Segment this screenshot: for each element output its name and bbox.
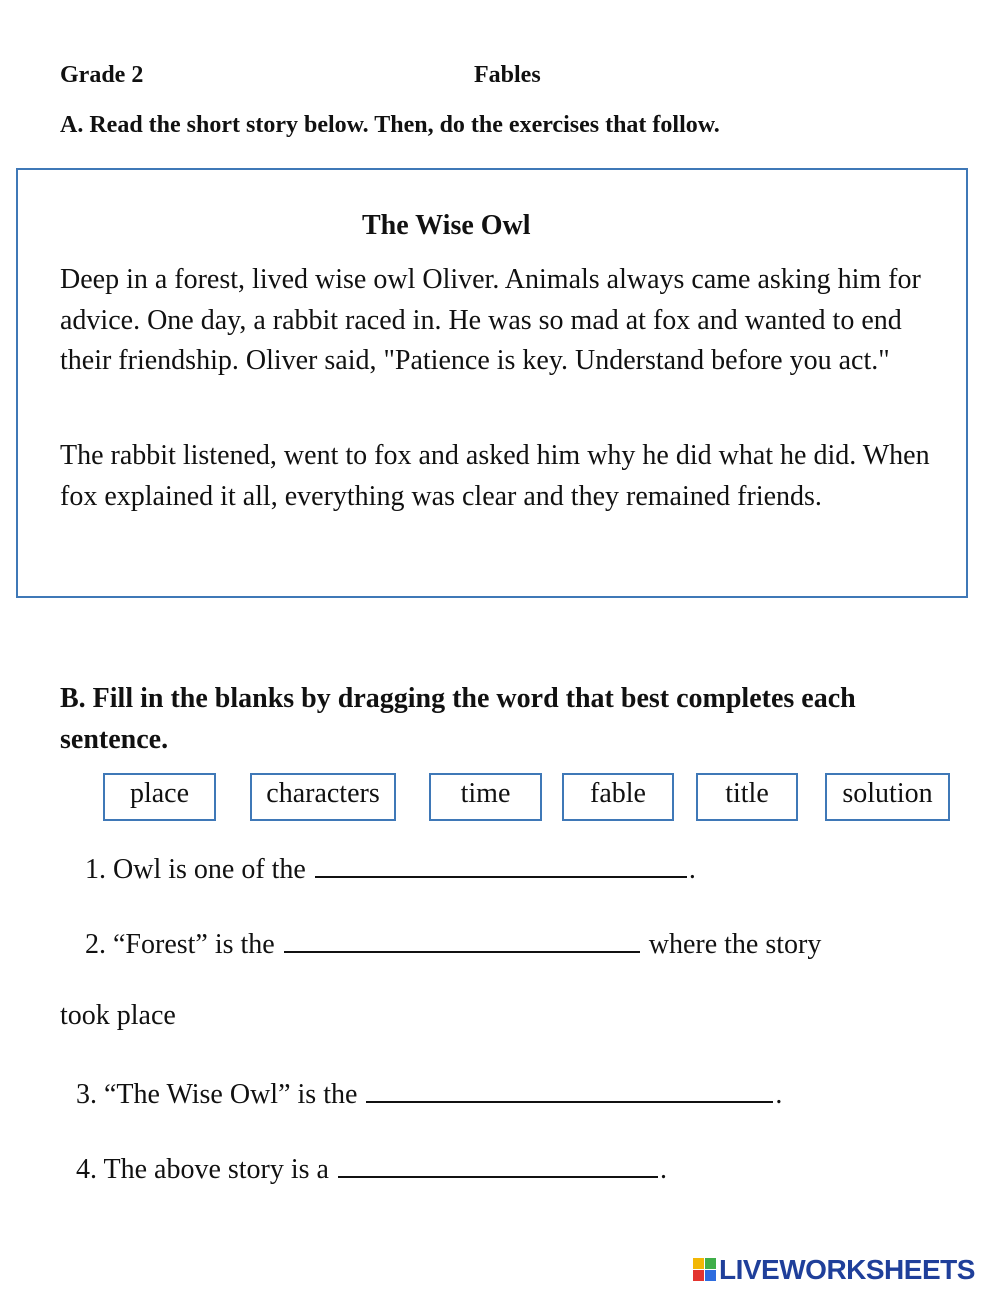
question-3-blank[interactable] bbox=[366, 1075, 773, 1103]
word-time[interactable]: time bbox=[429, 773, 542, 821]
story-title: The Wise Owl bbox=[362, 210, 531, 241]
question-2-text: 2. “Forest” is the bbox=[85, 929, 275, 960]
topic-title: Fables bbox=[474, 62, 541, 88]
logo-text: LIVEWORKSHEETS bbox=[719, 1254, 975, 1285]
word-place[interactable]: place bbox=[103, 773, 216, 821]
question-4 bbox=[76, 1150, 667, 1186]
grade-label: Grade 2 bbox=[60, 62, 144, 88]
word-solution[interactable]: solution bbox=[825, 773, 950, 821]
story-paragraph-1: Deep in a forest, lived wise owl Oliver. Animals always came asking him for advice. One day, a rabbit raced in. He was so mad at fox and wanted to end their friendship. Oliver said, "Patience is key. Understand before you act." bbox=[60, 264, 921, 376]
question-2 bbox=[85, 925, 821, 961]
question-3-end: . bbox=[775, 1079, 783, 1110]
word-characters[interactable]: characters bbox=[250, 773, 396, 821]
question-4-text: 4. The above story is a bbox=[76, 1154, 329, 1185]
question-1-text: 1. Owl is one of the bbox=[85, 854, 306, 885]
question-2-continued: took place bbox=[60, 1000, 176, 1031]
question-2-end: where the story bbox=[648, 929, 822, 960]
question-3 bbox=[76, 1075, 782, 1111]
section-a-instruction: A. Read the short story below. Then, do the exercises that follow. bbox=[60, 112, 720, 138]
question-1-blank[interactable] bbox=[315, 850, 687, 878]
question-4-blank[interactable] bbox=[338, 1150, 658, 1178]
section-b-instruction: B. Fill in the blanks by dragging the word that best completes each sentence. bbox=[60, 683, 856, 755]
word-fable[interactable]: fable bbox=[562, 773, 674, 821]
question-1-end: . bbox=[688, 854, 696, 885]
word-title[interactable]: title bbox=[696, 773, 798, 821]
question-2-blank[interactable] bbox=[284, 925, 640, 953]
question-3-text: 3. “The Wise Owl” is the bbox=[76, 1079, 358, 1110]
logo-mark-icon bbox=[693, 1258, 717, 1282]
story-paragraph-2: The rabbit listened, went to fox and asked him why he did what he did. When fox explained it all, everything was clear and they remained friends. bbox=[60, 440, 930, 512]
question-1 bbox=[85, 850, 696, 886]
question-4-end: . bbox=[659, 1154, 667, 1185]
